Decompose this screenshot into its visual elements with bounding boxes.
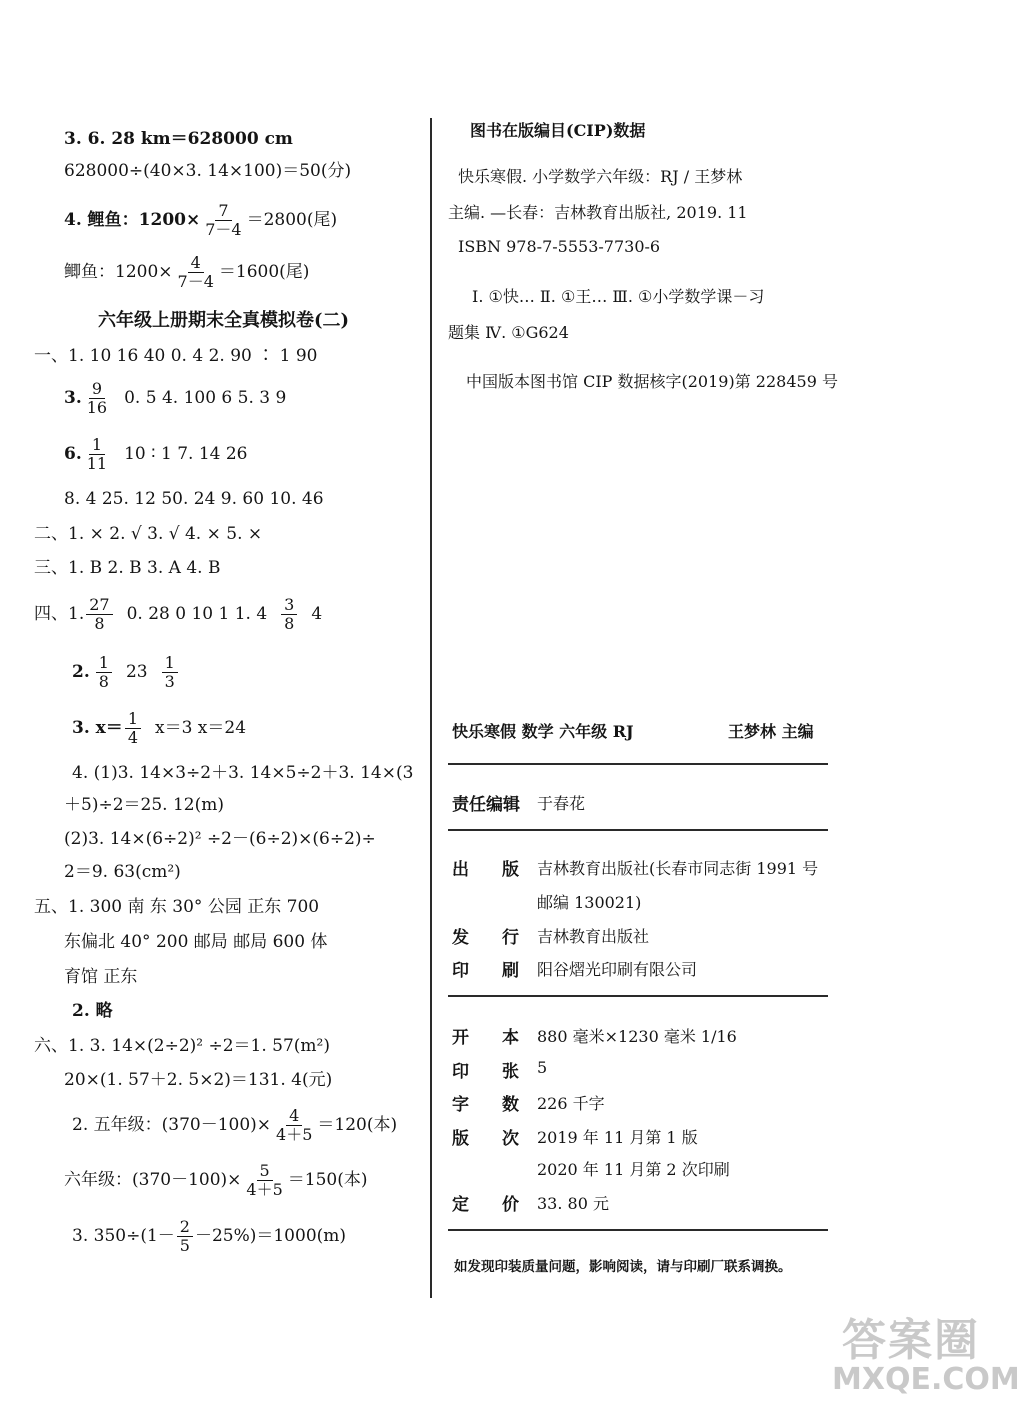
fraction: $\frac{1}{11}$ [86,434,108,473]
section-title: 六年级上册期末全真模拟卷(二) [98,310,350,331]
section-6-line-2: 20×(1. 57＋2. 5×2)＝131. 4(元) [64,1070,333,1090]
distributor-label-2: 行 [502,928,519,948]
section-5-line-1: 五、1. 300 南 东 30° 公园 正东 700 [34,897,320,917]
watermark-logo [830,1300,1020,1408]
fraction: $\frac{4}{4+5}$ [276,1105,313,1144]
format-label-1: 开 [452,1028,469,1048]
format-value: 880 毫米×1230 毫米 1/16 [537,1027,737,1046]
sheets-label-1: 印 [452,1062,469,1082]
divider [448,763,828,765]
section-4-line-4c: (2)3. 14×(6÷2)² ÷2－(6÷2)×(6÷2)÷ [64,829,376,849]
printer-label-2: 刷 [502,961,519,981]
edition-value-1: 2019 年 11 月第 1 版 [537,1128,698,1147]
section-6-line-1: 六、1. 3. 14×(2÷2)² ÷2＝1. 57(m²) [34,1036,330,1056]
distributor-value: 吉林教育出版社 [537,927,650,946]
section-4-line-1: 四、1. $\frac{27}{8}$ 0. 28 0 10 1 1. 4 $\frac{3}{8}$ 4 [34,594,323,633]
cip-line-6: 中国版本图书馆 CIP 数据核字(2019)第 228459 号 [466,372,838,391]
cip-line-4: Ⅰ. ①快… Ⅱ. ①王… Ⅲ. ①小学数学课－习 [472,287,765,306]
cip-isbn: ISBN 978-7-5553-7730-6 [458,237,661,256]
publisher-value-2: 邮编 130021) [537,893,642,912]
answer-3-line-1: 3. 6. 28 km＝628000 cm [64,129,293,149]
section-4-line-4d: 2＝9. 63(cm²) [64,862,181,882]
section-4-line-3: 3. x＝ $\frac{1}{4}$ x＝3 x＝24 [72,708,247,747]
section-1-line-4: 8. 4 25. 12 50. 24 9. 60 10. 46 [64,489,324,509]
section-5-line-3: 育馆 正东 [64,967,138,987]
quality-notice: 如发现印装质量问题，影响阅读，请与印刷厂联系调换。 [454,1259,792,1275]
section-6-line-3: 2. 五年级：(370－100)× $\frac{4}{4+5}$ ＝120(本) [72,1105,398,1144]
words-label-2: 数 [502,1095,519,1115]
answer-4-carp: 4. 鲤鱼：1200× $\frac{7}{7-4}$ ＝2800(尾) [64,200,338,239]
answer-4-crucian: 鲫鱼：1200× $\frac{4}{7-4}$ ＝1600(尾) [64,252,310,291]
fraction: $\frac{9}{16}$ [86,378,108,417]
fraction: $\frac{1}{4}$ [125,710,141,747]
section-6-line-5: 3. 350÷(1－ $\frac{2}{5}$ －25%)＝1000(m) [72,1216,347,1255]
watermark-text: 答案圈 [842,1315,980,1366]
section-4-line-2: 2. $\frac{1}{8}$ 23 $\frac{1}{3}$ [72,650,180,694]
divider [448,829,828,831]
divider [448,995,828,997]
price-label-1: 定 [452,1195,469,1215]
fraction: $\frac{5}{4+5}$ [246,1160,283,1199]
publisher-label-2: 版 [502,860,519,880]
section-2: 二、1. × 2. √ 3. √ 4. × 5. × [34,524,263,544]
section-5-line-4: 2. 略 [72,1001,113,1021]
divider [448,1229,828,1231]
section-6-line-4: 六年级：(370－100)× $\frac{5}{4+5}$ ＝150(本) [64,1160,368,1199]
distributor-label-1: 发 [452,928,469,948]
section-4-line-4b: ＋5)÷2＝25. 12(m) [64,795,224,815]
answer-3-line-2: 628000÷(40×3. 14×100)＝50(分) [64,161,352,181]
fraction: $\frac{1}{3}$ [162,654,178,691]
section-1-line-3: 6. $\frac{1}{11}$ 10 ∶ 1 7. 14 26 [64,434,248,473]
cip-line-5: 题集 Ⅳ. ①G624 [448,323,569,342]
fraction: $\frac{4}{7-4}$ [177,252,214,291]
sheets-label-2: 张 [502,1062,519,1082]
printer-value: 阳谷熠光印刷有限公司 [537,960,698,979]
editor-label: 责任编辑 [452,795,520,815]
column-divider [430,118,432,1298]
section-4-line-4a: 4. (1)3. 14×3÷2＋3. 14×5÷2＋3. 14×(3 [72,763,414,783]
section-1-line-2: 3. $\frac{9}{16}$ 0. 5 4. 100 6 5. 3 9 [64,378,287,417]
sheets-value: 5 [537,1058,548,1077]
fraction: $\frac{27}{8}$ [86,596,112,633]
words-label-1: 字 [452,1095,469,1115]
format-label-2: 本 [502,1028,519,1048]
edition-value-2: 2020 年 11 月第 2 次印刷 [537,1160,730,1179]
fraction: $\frac{2}{5}$ [177,1218,193,1255]
cip-line-2: 主编. —长春：吉林教育出版社, 2019. 11 [448,203,748,222]
edition-label-1: 版 [452,1129,469,1149]
fraction: $\frac{7}{7-4}$ [205,200,242,239]
price-label-2: 价 [502,1195,519,1215]
publisher-value-1: 吉林教育出版社(长春市同志街 1991 号 [537,859,819,878]
printer-label-1: 印 [452,961,469,981]
price-value: 33. 80 元 [537,1194,609,1213]
book-title: 快乐寒假 数学 六年级 RJ [452,722,634,741]
publisher-label-1: 出 [452,860,469,880]
section-3: 三、1. B 2. B 3. A 4. B [34,558,221,578]
cip-line-1: 快乐寒假. 小学数学六年级：RJ / 王梦林 [458,167,743,186]
watermark-url: MXQE.COM [832,1362,1020,1397]
fraction: $\frac{1}{8}$ [96,654,112,691]
cip-title: 图书在版编目(CIP)数据 [470,121,646,140]
words-value: 226 千字 [537,1094,605,1113]
section-1-line-1: 一、1. 10 16 40 0. 4 2. 90 ∶ 1 90 [34,346,318,366]
section-5-line-2: 东偏北 40° 200 邮局 邮局 600 体 [64,932,328,952]
editor-value: 于春花 [537,794,586,813]
edition-label-2: 次 [502,1129,519,1149]
book-chief-editor: 王梦林 主编 [728,722,814,741]
fraction: $\frac{3}{8}$ [281,596,297,633]
